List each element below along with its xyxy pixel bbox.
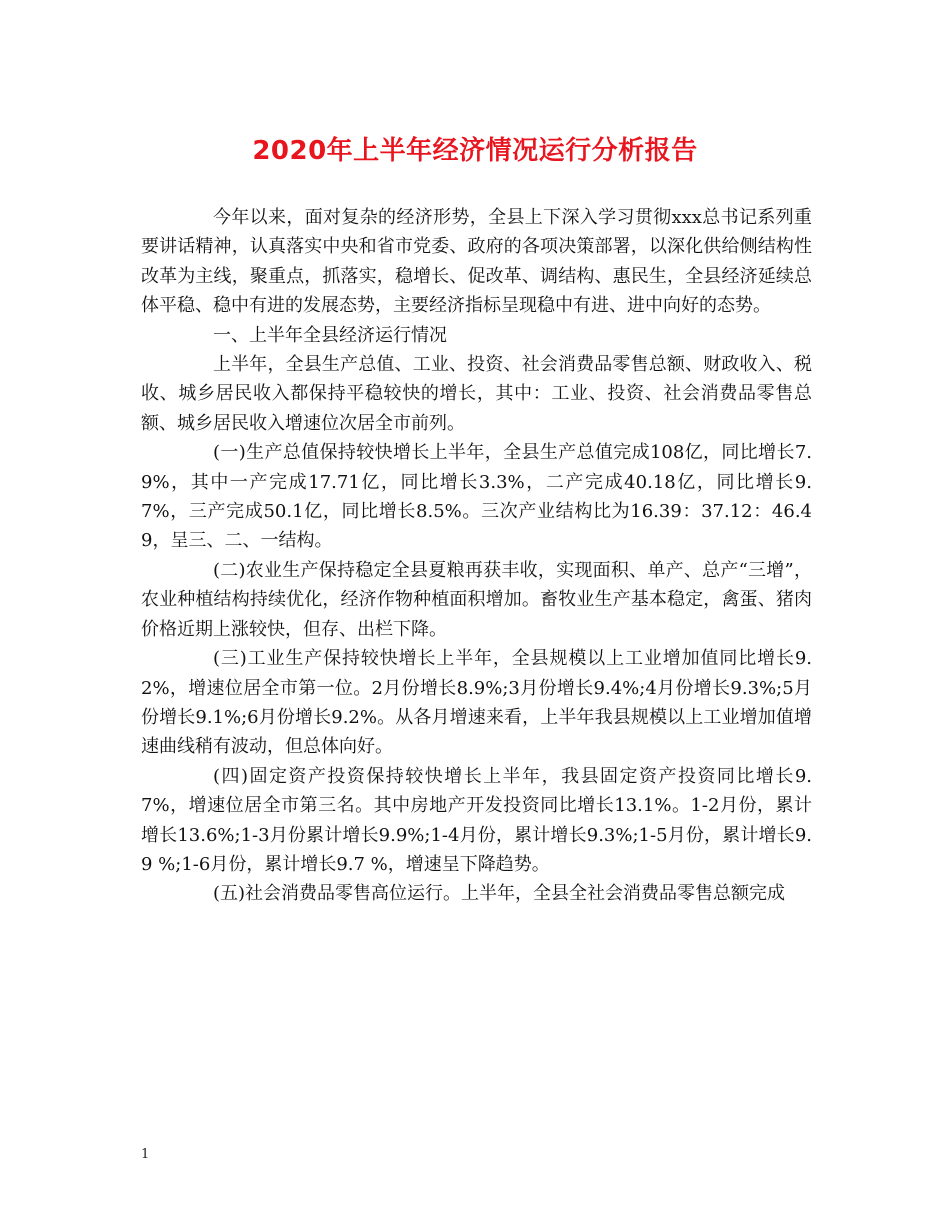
overview-paragraph: 上半年，全县生产总值、工业、投资、社会消费品零售总额、财政收入、税收、城乡居民收入都保持平稳较快的增长，其中：工业、投资、社会消费品零售总额、城乡居民收入增速位次居全市前列。 bbox=[141, 354, 812, 434]
agriculture-paragraph: (二)农业生产保持稳定全县夏粮再获丰收，实现面积、单产、总产“三增”，农业种植结构持续优化，经济作物种植面积增加。畜牧业生产基本稳定，禽蛋、猪肉价格近期上涨较快，但存、出栏下降。 bbox=[141, 559, 812, 640]
retail-paragraph: (五)社会消费品零售高位运行。上半年，全县全社会消费品零售总额完成 bbox=[213, 883, 786, 905]
industry-paragraph: (三)工业生产保持较快增长上半年，全县规模以上工业增加值同比增长9.2%，增速位居全市第一位。2月份增长8.9%;3月份增长9.4%;4月份增长9.3%;5月份增长9.1%;6月份增长9.2%。从各月增速来看，上半年我县规模以上工业增加值增速曲线稍有波动，但总体向好。 bbox=[141, 648, 812, 758]
investment-paragraph: (四)固定资产投资保持较快增长上半年，我县固定资产投资同比增长9.7%，增速位居全市第三名。其中房地产开发投资同比增长13.1%。1-2月份，累计增长13.6%;1-3月份累计增长9.9%;1-4月份，累计增长9.3%;1-5月份，累计增长9.9 %;1-6月份，累计增长9.7 %，增速呈下降趋势。 bbox=[141, 765, 812, 875]
gdp-paragraph: (一)生产总值保持较快增长上半年，全县生产总值完成108亿，同比增长7.9%，其中一产完成17.71亿，同比增长3.3%，二产完成40.18亿，同比增长9.7%，三产完成50.1亿，同比增长8.5%。三次产业结构比为16.39：37.12：46.49，呈三、二、一结构。 bbox=[141, 442, 812, 552]
section-heading: 一、上半年全县经济运行情况 bbox=[213, 324, 447, 346]
page-number: 1 bbox=[141, 1147, 150, 1162]
document-body bbox=[141, 203, 812, 909]
intro-paragraph: 今年以来，面对复杂的经济形势，全县上下深入学习贯彻xxx总书记系列重要讲话精神，认真落实中央和省市党委、政府的各项决策部署，以深化供给侧结构性改革为主线，聚重点，抓落实，稳增长、促改革、调结构、惠民生，全县经济延续总体平稳、稳中有进的发展态势，主要经济指标呈现稳中有进、进中向好的态势。 bbox=[141, 207, 812, 317]
document-title: 2020年上半年经济情况运行分析报告 bbox=[252, 136, 698, 166]
